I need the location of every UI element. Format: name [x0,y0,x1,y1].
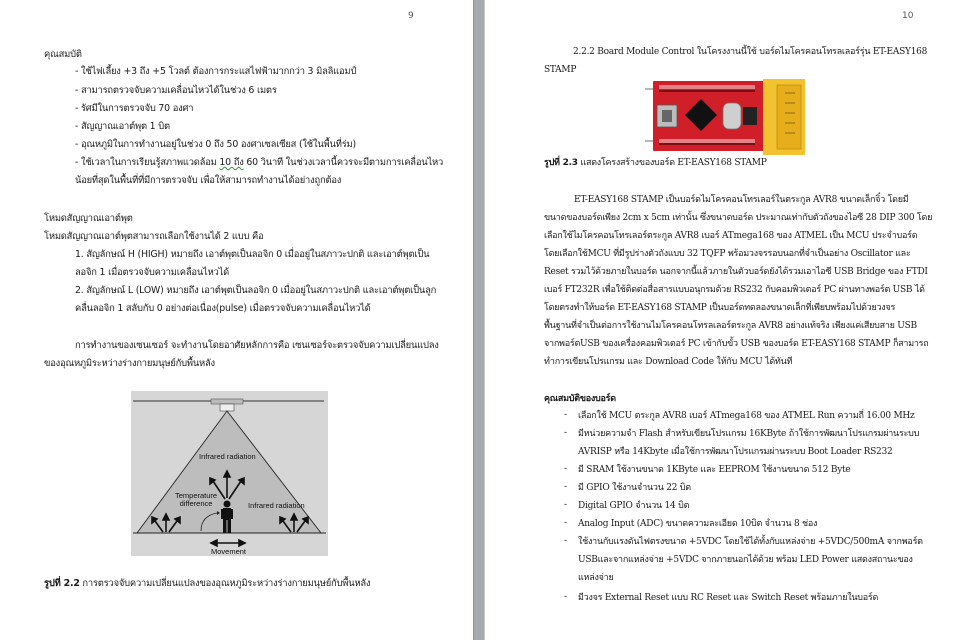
board-feature-item: เลือกใช้ MCU ตระกูล AVR8 เบอร์ ATmega168 ของ ATMEL Run ความถี่ 16.00 MHz [578,411,915,421]
pir-detection-diagram [131,391,328,556]
bullet-dash: - [564,536,568,546]
paragraph-line: ทำการเขียนโปรแกรม และ Download Code ให้กับ MCU ได้ทันที [544,357,793,367]
bullet-dash: - [564,464,568,474]
board-feature-item: มีหน่วยความจำ Flash สำหรับเขียนโปรแกรม 16KByte ถ้าใช้การพัฒนาโปรแกรมผ่านระบบ [578,429,920,439]
feature-item: - รัศมีในการตรวจจับ 70 องศา [75,103,194,114]
board-graphic [645,79,805,155]
label-movement: Movement [211,547,247,556]
board-features-heading: คุณสมบัติของบอร์ด [544,394,616,404]
board-feature-item: Analog Input (ADC) ขนาดความละเอียด 10บิต จำนวน 8 ช่อง [578,519,818,529]
figure-2-3-caption [544,157,767,170]
output-mode-item: คลื่นลอจิก 1 สลับกับ 0 อย่างต่อเนื่อง(pulse) เมื่อตรวจจับความเคลื่อนไหวได้ [75,303,371,314]
page-10 [485,0,960,640]
page-number: 9 [408,11,414,21]
bullet-dash: - [564,410,568,420]
feature-text: 60 วินาที ในช่วงเวลานี้ควรจะมีตามการเคลื่อนไหว [243,157,444,168]
paragraph-line: Reset รวมไว้ด้วยภายในบอร์ด นอกจากนี้แล้วภายในตัวบอร์ดยังได้รวมเอาไอซี USB Bridge ของ FTDI [544,267,928,277]
board-feature-item-continued: แหล่งจ่าย [578,573,614,583]
feature-item-continued: น้อยที่สุดในพื้นที่ที่มีการตรวจจับ เพื่อให้สามารถทำงานได้อย่างถูกต้อง [75,175,342,186]
section-heading-continued: STAMP [544,65,577,75]
et-easy168-board-photo [645,79,805,155]
caption-label: รูปที่ 2.2 [44,578,80,589]
paragraph-line: ขนาดของบอร์ดเพียง 2cm x 5cm เท่านั้น ซึ่งขนาดบอร์ด ประมาณเท่ากับตัวถังของไอซี 28 DIP 300 โดย [544,213,933,223]
reset-switch-icon [743,107,757,125]
feature-item: - ใช้ไฟเลี้ยง +3 ถึง +5 โวลต์ ต้องการกระแสไฟฟ้ามากกว่า 3 มิลลิแอมป์ [75,66,357,77]
label-temperature: Temperature [175,491,218,500]
output-mode-item: ลอจิก 1 เมื่อตรวจจับความเคลื่อนไหวได้ [75,267,230,278]
feature-item: - สามารถตรวจจับความเคลื่อนไหวได้ในช่วง 6 เมตร [75,85,277,96]
board-feature-item: มีวงจร External Reset แบบ RC Reset และ Switch Reset พร้อมภายในบอร์ด [578,593,879,603]
caption-text: แสดงโครงสร้างของบอร์ด ET-EASY168 STAMP [577,158,767,168]
output-mode-heading: โหมดสัญญาณเอาต์พุต [44,213,133,224]
output-mode-item: 1. สัญลักษณ์ H (HIGH) หมายถึง เอาต์พุตเป็นลอจิก 0 เมื่ออยู่ในสภาวะปกติ และเอาต์พุตเป็น [75,249,430,260]
board-feature-item: มี SRAM ใช้งานขนาด 1KByte และ EEPROM ใช้งานขนาด 512 Byte [578,465,851,475]
board-feature-item-continued: AVRISP หรือ 14Kbyte เมื่อใช้การพัฒนาโปรแกรมผ่านระบบ Boot Loader RS232 [578,447,893,457]
bullet-dash: - [564,500,568,510]
label-difference: difference [179,499,213,508]
paragraph-line: ET-EASY168 STAMP เป็นบอร์ดไมโครคอนโทรเลอร์ในตระกูล AVR8 ขนาดเล็กจิ๋ว โดยมี [574,195,909,205]
paragraph-line: พื้นฐานที่จำเป็นต่อการใช้งานไมโครคอนโทรลเลอร์ตระกูล AVR8 อย่างแท้จริง เพียงแค่เสียบสาย USB [544,321,917,331]
figure-2-2-caption [44,577,370,590]
pir-sensor-icon [220,404,234,411]
movement-arrow-icon [211,540,245,546]
bullet-dash: - [564,518,568,528]
feature-text: - ใช้เวลาในการเรียนรู้สภาพแวดล้อม [75,157,220,168]
label-temperature-difference [175,492,217,508]
page-number: 10 [902,11,914,21]
feature-item: - อุณหภูมิในการทำงานอยู่ในช่วง 0 ถึง 50 องศาเซลเซียส (ใช้ในพื้นที่ร่ม) [75,139,356,150]
features-heading: คุณสมบัติ [44,49,82,60]
bullet-dash: - [564,592,568,602]
board-feature-item: มี GPIO ใช้งานจำนวน 22 บิต [578,483,691,493]
paragraph-line: โดยตรงทำให้บอร์ด ET-EASY168 STAMP เป็นบอร์ดทดลองขนาดเล็กที่เพียบพร้อมไปด้วยวงจร [544,303,896,313]
feature-item [75,156,443,169]
section-heading: 2.2.2 Board Module Control ในโครงงานนี้ใช้ บอร์ดไมโครคอนโทรลเลอร์รุ่น ET-EASY168 [573,47,928,57]
page-gutter [473,0,485,640]
output-mode-intro: โหมดสัญญาณเอาต์พุตสามารถเลือกใช้งานได้ 2 แบบ คือ [44,231,264,242]
caption-label: รูปที่ 2.3 [544,158,578,168]
bullet-dash: - [564,482,568,492]
crystal-oscillator-icon [723,103,741,129]
output-mode-item: 2. สัญลักษณ์ L (LOW) หมายถึง เอาต์พุตเป็นลอจิก 0 เมื่ออยู่ในสภาวะปกติ และเอาต์พุตเป็นลูก [75,285,437,296]
paragraph-line: เบอร์ FT232R เพื่อใช้ติดต่อสื่อสารแบบอนุกรมด้วย RS232 กับคอมพิวเตอร์ PC ผ่านทางพอร์ต USB ได้ [544,285,925,295]
board-feature-item: Digital GPIO จำนวน 14 บิต [578,501,690,511]
board-feature-item-continued: USBและจากแหล่งจ่าย +5VDC จากภายนอกได้ด้วย พร้อม LED Power แสดงสถานะของ [578,555,913,565]
label-infrared-right: Infrared radiation [248,501,305,510]
spellcheck-underlined-text: 10 ถึง [219,157,244,168]
label-infrared-top: Infrared radiation [199,452,256,461]
paragraph-line: เลือกใช้ไมโครคอนโทรเลอร์ตระกูล AVR8 เบอร์ ATmega168 ของ ATMEL เป็น MCU ประจำบอร์ด [544,231,918,241]
board-feature-item: ใช้งานกับแรงดันไฟตรงขนาด +5VDC โดยใช้ได้ทั้งกับแหล่งจ่าย +5VDC/500mA จากพอร์ต [578,537,923,547]
caption-text: การตรวจจับความเปลี่ยนแปลงของอุณหภูมิระหว่างร่างกายมนุษย์กับพื้นหลัง [79,578,371,589]
paragraph-line: โดยเลือกใช้MCU ที่มีรูปร่างตัวถังแบบ 32 TQFP พร้อมวงจรรอบนอกที่จำเป็นอย่าง Oscillator และ [544,249,911,259]
paragraph-line: จากพอร์ตUSB ของเครื่องคอมพิวเตอร์ PC เข้ากับขั้ว USB ของบอร์ด ET-EASY168 STAMP ก็สามารถ [544,339,929,349]
pir-diagram-graphic [131,391,328,556]
principle-paragraph: ของอุณหภูมิระหว่างร่างกายมนุษย์กับพื้นหลัง [44,358,215,369]
page-9 [0,0,473,640]
principle-paragraph: การทำงานของเซนเซอร์ จะทำงานโดยอาศัยหลักการคือ เซนเซอร์จะตรวจจับความเปลี่ยนแปลง [75,340,439,351]
bullet-dash: - [564,428,568,438]
feature-item: - สัญญาณเอาต์พุต 1 บิต [75,121,170,132]
